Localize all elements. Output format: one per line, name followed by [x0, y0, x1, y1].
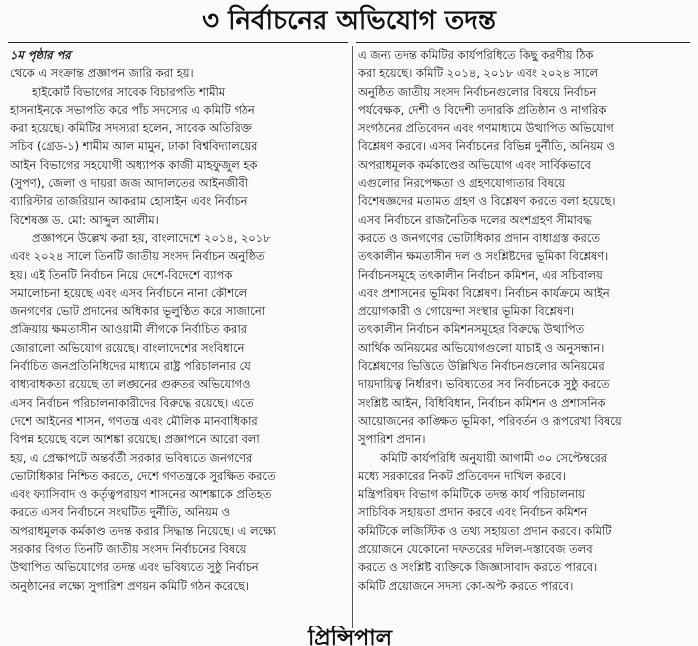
headline-rule-left	[8, 42, 348, 43]
left-text-line: নির্বাচিত জনপ্রতিনিধিদের মাধ্যমে রাষ্ট্র পরিচালনার যে	[10, 359, 251, 374]
left-text-line: অনুষ্ঠানের লক্ষ্যে সুপারিশ প্রণয়ন কমিটি গঠন করেছে।	[10, 578, 249, 593]
right-text-line: অনুষ্ঠিত জাতীয় সংসদ নির্বাচনগুলোর বিষয়ে নির্বাচন	[358, 84, 597, 99]
left-text-line: বাধ্যবাধকতা রয়েছে তা লঙ্ঘনের গুরুতর অভিযোগও	[10, 377, 251, 392]
left-text-line: হয়। এই তিনটি নির্বাচন নিয়ে দেশে-বিদেশে ব্যাপক	[10, 267, 233, 282]
right-text-line: সুপারিশ প্রদান।	[358, 432, 426, 447]
right-text-line: কমিটি কার্যপরিধি অনুযায়ী আগামী ৩০ সেপ্টেম্বরের	[380, 450, 608, 465]
right-text-line: তৎকালীন ক্ষমতাসীন দল ও সংশ্লিষ্টদের ভূমিকা বিশ্লেষণ।	[358, 249, 609, 264]
right-text-line: কমিটি প্রয়োজনে সদস্য কো-অপ্ট করতে পারবে।	[358, 578, 574, 593]
column-divider	[352, 46, 353, 628]
right-text-line: সংগঠনের প্রতিবেদন এবং গণমাধ্যমে উত্থাপিত অভিযোগ	[358, 121, 614, 136]
right-text-line: বিশ্লেষণ করবে। এসব নির্বাচনের বিভিন্ন দুর্নীতি, অনিয়ম ও	[358, 139, 616, 154]
left-text-line: এবং ফ্যাসিবাদ ও কর্তৃত্বপরায়ণ শাসনের আশঙ্কাকে প্রতিহত	[10, 487, 272, 502]
left-text-line: ১ম পৃষ্ঠার পর	[10, 48, 71, 62]
next-headline-fragment: প্রিন্সিপাল	[307, 626, 393, 646]
right-text-line: পর্যবেক্ষক, দেশী ও বিদেশী তদারকি প্রতিষ্ঠান ও নাগরিক	[358, 102, 607, 117]
left-text-line: বিশেষজ্ঞ ড. মো: আব্দুল আলীম।	[10, 212, 159, 227]
right-text-line: এসব নির্বাচনে রাজনৈতিক দলের অংশগ্রহণ সীমাবদ্ধ	[358, 212, 592, 227]
left-text-line: জনগণের ভোট প্রদানের অধিকার ভূলুণ্ঠিত করে সাজানো	[10, 304, 266, 319]
right-text-line: এগুলোর নিরপেক্ষতা ও গ্রহণযোগ্যতার বিষয়ে	[358, 176, 566, 191]
left-text-line: ব্যারিস্টার তাজরিয়ান আকরাম হোসাইন এবং নির্বাচন	[10, 194, 248, 209]
right-text-line: প্রয়োজনে যেকোনো দফতরের দলিল-দস্তাবেজ তলব	[358, 542, 593, 557]
left-text-line: ভোটাধিকার নিশ্চিত করতে, দেশে গণতন্ত্রকে সুরক্ষিত করতে	[10, 468, 276, 483]
right-text-line: করতে ও সংশ্লিষ্ট ব্যক্তিকে জিজ্ঞাসাবাদ করতে পারবে।	[358, 560, 598, 575]
right-text-line: এবং প্রশাসনের ভূমিকা বিশ্লেষণ। নির্বাচন কার্যক্রমে আইন	[358, 285, 610, 300]
left-text-line: জোরালো অভিযোগ রয়েছে। বাংলাদেশের সংবিধানে	[10, 340, 245, 355]
left-text-line: থেকে এ সংক্রান্ত প্রজ্ঞাপন জারি করা হয়।	[10, 66, 194, 81]
left-text-line: বিপন্ন হয়েছে বলে আশঙ্কা রয়েছে। প্রজ্ঞাপনে আরো বলা	[10, 432, 260, 447]
left-text-line: প্রক্রিয়ায় ক্ষমতাসীন আওয়ামী লীগকে নির্বাচিত করার	[10, 322, 247, 337]
left-text-line: এবং ২০২৪ সালে তিনটি জাতীয় সংসদ নির্বাচন অনুষ্ঠিত	[10, 249, 265, 264]
article-column-left	[10, 46, 348, 595]
right-text-line: করা হয়েছে। কমিটি ২০১৪, ২০১৮ এবং ২০২৪ সালে	[358, 66, 598, 81]
right-text-line: আর্থিক অনিয়মের অভিযোগগুলো যাচাই ও অনুসন্ধান।	[358, 340, 605, 355]
left-text-line: হাইকোর্ট বিভাগের সাবেক বিচারপতি শামীম	[32, 84, 226, 99]
right-text-line: নির্বাচনসমূহে তৎকালীন নির্বাচন কমিশন, এর সচিবালয়	[358, 267, 603, 282]
left-text-line: উত্থাপিত অভিযোগের তদন্ত এবং ভবিষ্যতে সুষ্ঠু নির্বাচন	[10, 560, 259, 575]
right-text-line: বিশেষজ্ঞদের মতামত গ্রহণ ও বিশ্লেষণ করতে বলা হয়েছে।	[358, 194, 616, 209]
left-text-line: (সুপণ), জেলা ও দায়রা জজ আদালতের আইনজীবী	[10, 176, 249, 191]
left-text-line: অপরাধমূলক কর্মকাণ্ড তদন্ত করার সিদ্ধান্ত নিয়েছে। এ লক্ষ্যে	[10, 523, 276, 538]
right-text-line: করতে ও জনগণের ভোটাধিকার প্রদান বাধাগ্রস্ত করতে	[358, 230, 601, 245]
right-text-line: তৎকালীন নির্বাচন কমিশনসমূহের বিরুদ্ধে উত্থাপিত	[358, 322, 585, 337]
right-text-line: এ জন্য তদন্ত কমিটির কার্যপরিধিতে কিছু করণীয় ঠিক	[358, 48, 594, 62]
left-text-line: করতে এসব নির্বাচনে সংঘটিত দুর্নীতি, অনিয়ম ও	[10, 505, 231, 520]
right-text-line: দায়দায়িত্ব নির্ধারণ। ভবিষ্যতের সব নির্বাচনকে সুষ্ঠু করতে	[358, 377, 610, 392]
headline-rule-right	[356, 42, 690, 43]
left-text-line: হাসনাইনকে সভাপতি করে পাঁচ সদস্যের এ কমিটি গঠন	[10, 102, 255, 117]
left-text-line: আইন বিভাগের সহযোগী অধ্যাপক কাজী মাহফুজুল হক	[10, 157, 258, 172]
right-text-line: আয়োজনের কাঙ্ক্ষিত ভূমিকা, পরিবর্তন ও রূপরেখা বিষয়ে	[358, 413, 622, 428]
article-headline: ৩ নির্বাচনের অভিযোগ তদন্ত	[202, 6, 496, 36]
article-column-right	[358, 46, 688, 595]
right-text-line: প্রয়োগকারী ও গোয়েন্দা সংস্থার ভূমিকা বিশ্লেষণ।	[358, 304, 575, 319]
right-text-line: অপরাধমূলক কর্মকাণ্ডের অভিযোগ এবং সার্বিকভাবে	[358, 157, 591, 172]
right-text-line: কমিটিকে লজিস্টিক ও তথ্য সহায়তা প্রদান করবে। কমিটি	[358, 523, 612, 538]
right-text-line: বিশ্লেষণের ভিত্তিতে উল্লিখিত নির্বাচনগুলোর অনিয়মের	[358, 359, 605, 374]
right-text-line: মধ্যে সরকারের নিকট প্রতিবেদন দাখিল করবে।	[358, 468, 566, 483]
right-text-line: মন্ত্রিপরিষদ বিভাগ কমিটিকে তদন্ত কার্য পরিচালনায়	[358, 487, 585, 502]
right-text-line: সংশ্লিষ্ট আইন, বিধিবিধান, নির্বাচন কমিশন ও প্রশাসনিক	[358, 395, 606, 410]
left-text-line: দেশে আইনের শাসন, গণতন্ত্র এবং মৌলিক মানবাধিকার	[10, 413, 258, 428]
left-text-line: এসব নির্বাচন পরিচালনাকারীদের বিরুদ্ধে রয়েছে। এতে	[10, 395, 254, 410]
right-text-line: সাচিবিক সহায়তা প্রদান করবে এবং নির্বাচন কমিশন	[358, 505, 588, 520]
left-text-line: প্রজ্ঞাপনে উল্লেখ করা হয়, বাংলাদেশে ২০১৪, ২০১৮	[32, 230, 271, 245]
left-text-line: হয়, এ প্রেক্ষাপটে অন্তর্বর্তী সরকার ভবিষ্যতে জনগণের	[10, 450, 253, 465]
left-text-line: সচিব (গ্রেড-১) শামীম আল মামুন, ঢাকা বিশ্ববিদ্যালয়ের	[10, 139, 258, 154]
left-text-line: সরকার বিগত তিনটি জাতীয় সংসদ নির্বাচনের বিষয়ে	[10, 542, 247, 557]
left-text-line: করা হয়েছে। কমিটির সদস্যরা হলেন, সাবেক অতিরিক্ত	[10, 121, 252, 136]
left-text-line: সমালোচনা হয়েছে এবং এসব নির্বাচনে নানা কৌশলে	[10, 285, 248, 300]
